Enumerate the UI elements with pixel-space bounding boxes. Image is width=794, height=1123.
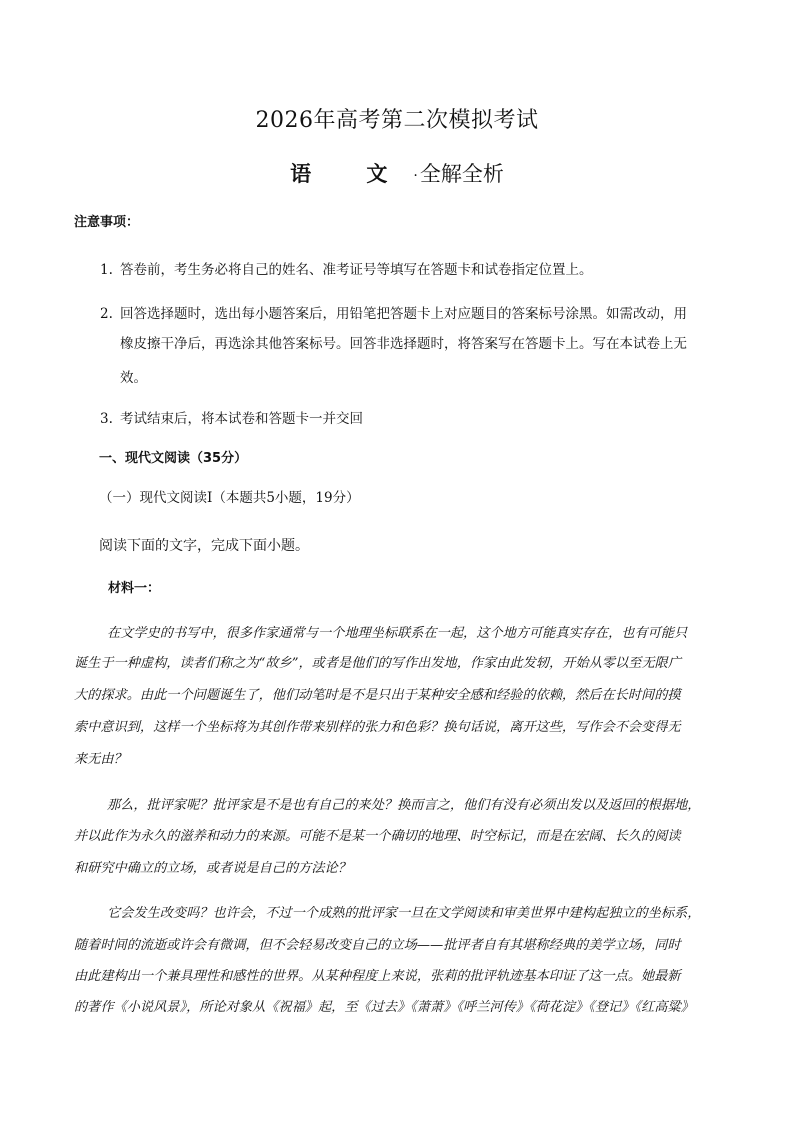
notice-text: 效。: [120, 370, 147, 386]
paragraph-line: 的著作《小说风景》，所论对象从《祝福》起，至《过去》《萧萧》《呼兰河传》《荷花淀》《登记》《红高粱》: [74, 1000, 694, 1015]
paragraph-line: 在文学史的书写中，很多作家通常与一个地理坐标联系在一起，这个地方可能真实存在，也有可能只: [107, 626, 688, 641]
notice-text: 橡皮擦干净后，再选涂其他答案标号。回答非选择题时，将答案写在答题卡上。写在本试卷上无: [120, 336, 687, 352]
notice-item-1: [100, 258, 593, 278]
paragraph-line: 索中意识到，这样一个坐标将为其创作带来别样的张力和色彩？换句话说，离开这些，写作会不会变得无: [74, 720, 681, 735]
reading-instruction: 阅读下面的文字，完成下面小题。: [99, 538, 309, 554]
paragraph-line: 它会发生改变吗？也许会，不过一个成熟的批评家一旦在文学阅读和审美世界中建构起独立的坐标系，: [107, 906, 701, 921]
notice-item-3: [100, 407, 363, 427]
paragraph-line: 由此建构出一个兼具理性和感性的世界。从某种程度上来说，张莉的批评轨迹基本印证了这一点。她最新: [74, 969, 681, 984]
paragraph-line: 并以此作为永久的滋养和动力的来源。可能不是某一个确切的地理、时空标记，而是在宏阔、长久的阅读: [74, 829, 681, 844]
notice-text: 考试结束后，将本试卷和答题卡一并交回: [120, 411, 363, 427]
material-label: 材料一：: [108, 581, 161, 596]
separator-dot: ·: [413, 167, 418, 184]
notice-number: 2.: [100, 306, 113, 322]
section-heading: 一、现代文阅读（35分）: [99, 451, 248, 466]
paragraph-line: 来无由？: [74, 752, 127, 767]
paragraph-line: 诞生于一种虚构，读者们称之为“故乡”，或者是他们的写作出发地，作家由此发轫，开始从零以至无限广: [74, 656, 681, 671]
subtitle-rest: 全解全析: [419, 162, 504, 186]
notice-heading: 注意事项：: [74, 215, 140, 230]
exam-subtitle: [0, 158, 794, 188]
notice-text: 回答选择题时，选出每小题答案后，用铅笔把答题卡上对应题目的答案标号涂黑。如需改动，用: [120, 306, 687, 322]
notice-text: 答卷前，考生务必将自己的姓名、准考证号等填写在答题卡和试卷指定位置上。: [120, 262, 593, 278]
notice-number: 3.: [100, 411, 113, 427]
paragraph-line: 随着时间的流逝或许会有微调，但不会轻易改变自己的立场——批评者自有其堪称经典的美学立场，同时: [74, 938, 681, 953]
paragraph-line: 和研究中确立的立场，或者说是自己的方法论？: [74, 861, 351, 876]
notice-item-2: [100, 302, 687, 322]
section-subheading: （一）现代文阅读Ⅰ（本题共5小题，19分）: [99, 490, 360, 506]
notice-number: 1.: [100, 262, 113, 278]
paragraph-line: 大的探求。由此一个问题诞生了，他们动笔时是不是只出于某种安全感和经验的依赖，然后在长时间的摸: [74, 688, 681, 703]
subject-name: 语 文: [290, 161, 412, 186]
paragraph-line: 那么，批评家呢？批评家是不是也有自己的来处？换而言之，他们有没有必须出发以及返回的根据地，: [107, 798, 701, 813]
exam-title: 2026年高考第二次模拟考试: [255, 108, 539, 133]
